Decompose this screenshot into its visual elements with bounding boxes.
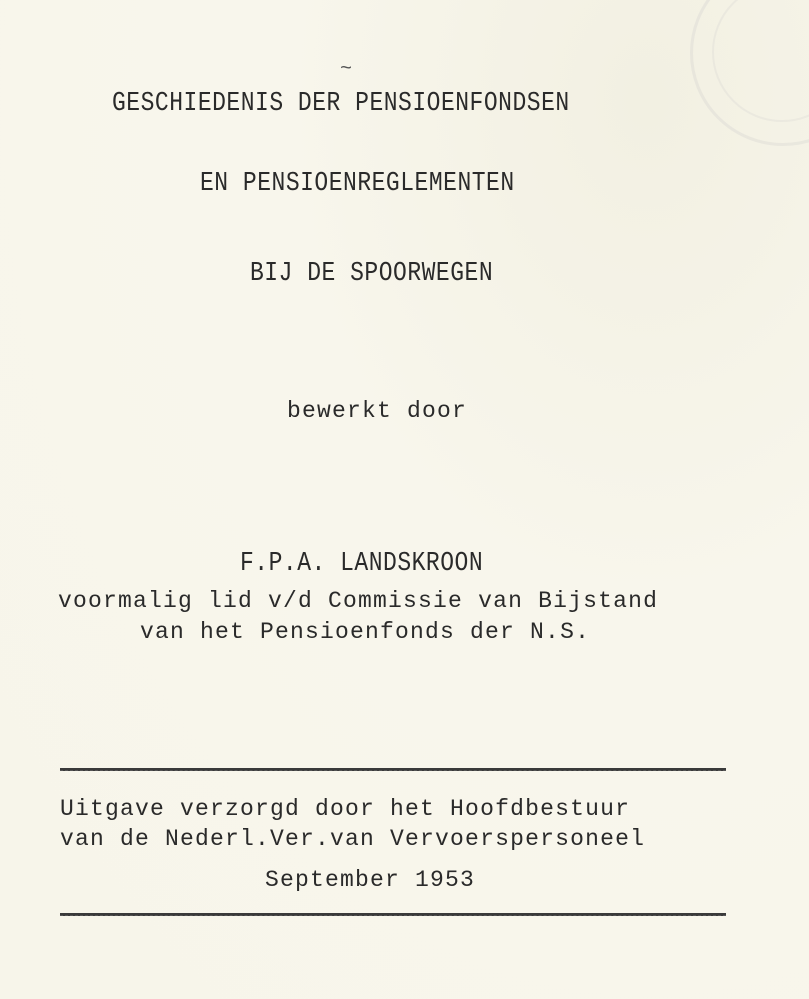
publisher-line-2: van de Nederl.Ver.van Vervoerspersoneel <box>60 826 646 852</box>
publisher-line-1: Uitgave verzorgd door het Hoofdbestuur <box>60 796 631 822</box>
author-name: F.P.A. LANDSKROON <box>240 548 484 578</box>
top-divider-rule <box>60 768 726 771</box>
title-line-2: EN PENSIOENREGLEMENTEN <box>200 168 515 198</box>
publication-date: September 1953 <box>265 867 476 893</box>
title-line-1: GESCHIEDENIS DER PENSIOENFONDSEN <box>112 88 570 118</box>
author-role-line-2: van het Pensioenfonds der N.S. <box>140 619 591 645</box>
bottom-divider-rule <box>60 913 726 916</box>
author-role-line-1: voormalig lid v/d Commissie van Bijstand <box>58 588 659 614</box>
pen-mark: ~ <box>340 58 353 81</box>
byline: bewerkt door <box>287 398 468 424</box>
title-line-3: BIJ DE SPOORWEGEN <box>250 258 494 288</box>
